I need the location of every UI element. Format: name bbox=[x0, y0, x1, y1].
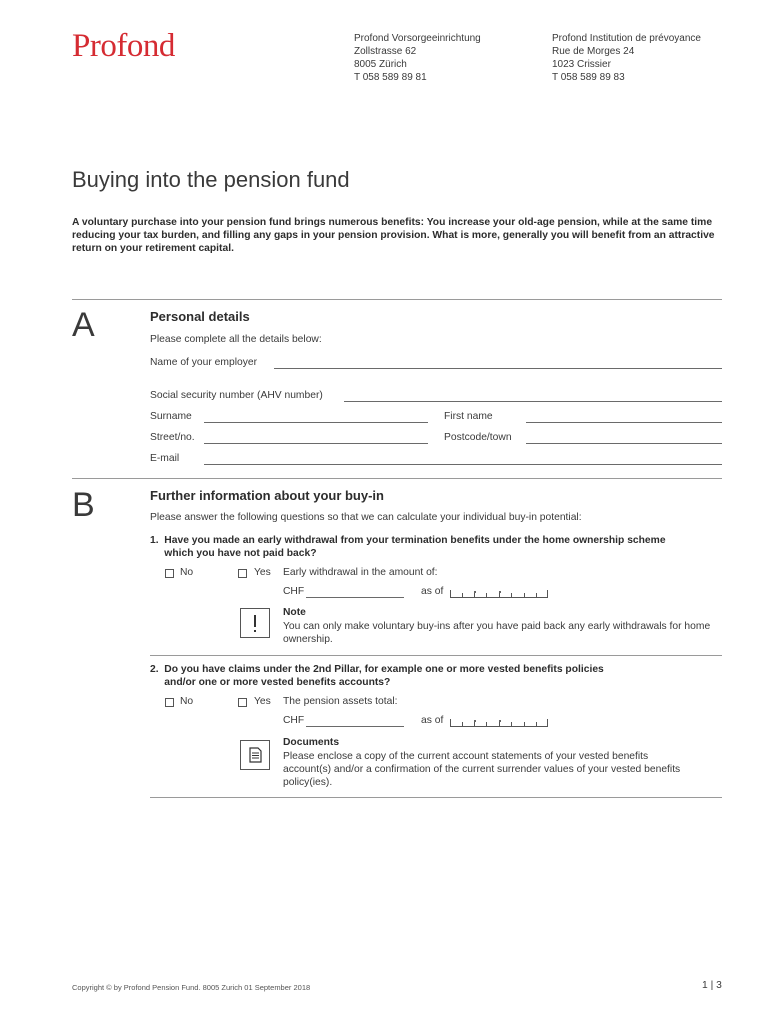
date-tick bbox=[511, 722, 512, 726]
q1-as-of-label: as of bbox=[421, 586, 444, 597]
profond-logo: Profond bbox=[72, 28, 175, 64]
address-line: Profond Institution de prévoyance bbox=[552, 33, 701, 44]
date-tick bbox=[499, 722, 500, 726]
street-field[interactable] bbox=[204, 443, 428, 444]
page-number: 1 | 3 bbox=[702, 980, 722, 991]
section-subtitle: Please answer the following questions so that we can calculate your individual buy-in potential: bbox=[150, 512, 582, 523]
question-divider bbox=[150, 655, 722, 656]
date-tick bbox=[499, 593, 500, 597]
address-line: T 058 589 89 83 bbox=[552, 72, 625, 83]
street-label: Street/no. bbox=[150, 432, 195, 443]
documents-title: Documents bbox=[283, 737, 340, 748]
employer-field[interactable] bbox=[274, 368, 722, 369]
date-tick bbox=[511, 593, 512, 597]
surname-label: Surname bbox=[150, 411, 192, 422]
address-line: T 058 589 89 81 bbox=[354, 72, 427, 83]
q1-no-checkbox[interactable] bbox=[165, 569, 174, 578]
date-tick bbox=[474, 593, 475, 597]
q1-no-label: No bbox=[180, 567, 194, 578]
address-line: Rue de Morges 24 bbox=[552, 46, 635, 57]
date-tick bbox=[524, 593, 525, 597]
document-icon bbox=[240, 740, 270, 770]
note-text: You can only make voluntary buy-ins after you have paid back any early withdrawals for home ownership. bbox=[283, 621, 711, 645]
q1-yes-checkbox[interactable] bbox=[238, 569, 247, 578]
section-letter-b: B bbox=[72, 486, 95, 524]
section-divider bbox=[72, 478, 722, 479]
section-subtitle: Please complete all the details below: bbox=[150, 334, 322, 345]
section-divider bbox=[72, 299, 722, 300]
date-tick bbox=[486, 593, 487, 597]
email-label: E-mail bbox=[150, 453, 180, 464]
date-separator bbox=[499, 591, 501, 593]
section-letter-a: A bbox=[72, 306, 95, 344]
section-title-personal: Personal details bbox=[150, 309, 250, 324]
q2-yes-label: Yes bbox=[254, 696, 271, 707]
email-field[interactable] bbox=[204, 464, 722, 465]
address-zurich bbox=[354, 32, 481, 84]
documents-text: Please enclose a copy of the current account statements of your vested benefits account(s) and/or a confirmation of the current surrender values of your vested benefits policy(ies). bbox=[283, 751, 681, 788]
first-name-field[interactable] bbox=[526, 422, 722, 423]
question-2: 2. Do you have claims under the 2nd Pillar, for example one or more vested benefits policies and/or one or more vested benefits accounts? bbox=[150, 664, 604, 688]
q2-no-label: No bbox=[180, 696, 194, 707]
ahv-label: Social security number (AHV number) bbox=[150, 390, 323, 401]
date-tick bbox=[536, 593, 537, 597]
date-separator bbox=[474, 720, 476, 722]
section-title-buyin: Further information about your buy-in bbox=[150, 488, 384, 503]
q1-yes-label: Yes bbox=[254, 567, 271, 578]
q2-amount-field[interactable] bbox=[306, 726, 404, 727]
surname-field[interactable] bbox=[204, 422, 428, 423]
copyright: Copyright © by Profond Pension Fund. 8005 Zurich 01 September 2018 bbox=[72, 983, 311, 992]
date-tick bbox=[474, 722, 475, 726]
date-tick bbox=[486, 722, 487, 726]
exclamation-icon bbox=[240, 608, 270, 638]
date-separator bbox=[474, 591, 476, 593]
address-crissier bbox=[552, 32, 701, 84]
ahv-field[interactable] bbox=[344, 401, 722, 402]
date-tick bbox=[462, 722, 463, 726]
date-tick bbox=[462, 593, 463, 597]
q1-date-field[interactable] bbox=[450, 590, 548, 598]
employer-label: Name of your employer bbox=[150, 357, 258, 368]
q2-no-checkbox[interactable] bbox=[165, 698, 174, 707]
q2-currency-label: CHF bbox=[283, 715, 305, 726]
page-title: Buying into the pension fund bbox=[72, 167, 350, 192]
date-separator bbox=[499, 720, 501, 722]
question-1: 1. Have you made an early withdrawal from your termination benefits under the home ownership scheme which you have not paid back? bbox=[150, 535, 666, 559]
address-line: Zollstrasse 62 bbox=[354, 46, 417, 57]
q2-detail-label: The pension assets total: bbox=[283, 696, 398, 707]
q2-as-of-label: as of bbox=[421, 715, 444, 726]
q2-yes-checkbox[interactable] bbox=[238, 698, 247, 707]
question-divider bbox=[150, 797, 722, 798]
q1-detail-label: Early withdrawal in the amount of: bbox=[283, 567, 438, 578]
postcode-label: Postcode/town bbox=[444, 432, 512, 443]
q1-amount-field[interactable] bbox=[306, 597, 404, 598]
address-line: Profond Vorsorgeeinrichtung bbox=[354, 33, 481, 44]
address-line: 1023 Crissier bbox=[552, 59, 611, 70]
address-line: 8005 Zürich bbox=[354, 59, 407, 70]
note-title: Note bbox=[283, 607, 306, 618]
intro-text: A voluntary purchase into your pension fund brings numerous benefits: You increase your old-age pension, while at the same time reducing your tax burden, and filling any gaps in your pension provision. What is more, generally you will benefit from an attractive return on your retirement capital. bbox=[72, 217, 715, 254]
postcode-field[interactable] bbox=[526, 443, 722, 444]
q2-date-field[interactable] bbox=[450, 719, 548, 727]
date-tick bbox=[524, 722, 525, 726]
q1-currency-label: CHF bbox=[283, 586, 305, 597]
date-tick bbox=[536, 722, 537, 726]
first-name-label: First name bbox=[444, 411, 493, 422]
